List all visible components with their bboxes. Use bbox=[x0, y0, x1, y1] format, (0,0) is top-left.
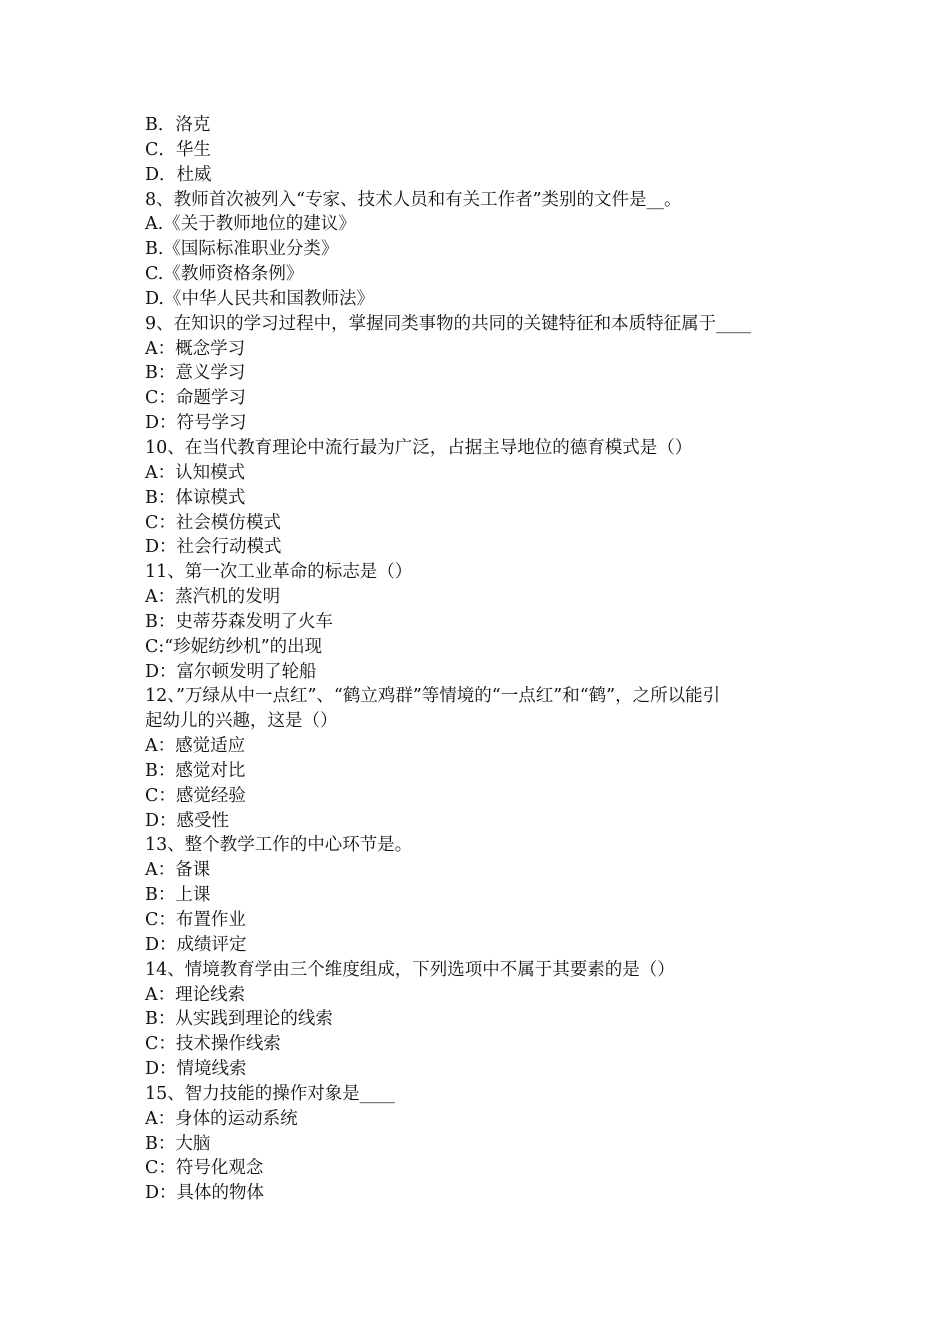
option-b-q9: B：意义学习 bbox=[145, 363, 246, 384]
option-a-q14: A：理论线索 bbox=[145, 984, 246, 1005]
option-a-q13: A：备课 bbox=[145, 860, 211, 881]
option-c-q14: C：技术操作线索 bbox=[145, 1034, 281, 1055]
option-b-q12: B：感觉对比 bbox=[145, 760, 246, 781]
option-c-q8: C.《教师资格条例》 bbox=[145, 264, 304, 285]
option-a-q8: A.《关于教师地位的建议》 bbox=[145, 214, 356, 235]
option-a-q12: A：感觉适应 bbox=[145, 736, 246, 757]
option-c-q7: C．华生 bbox=[145, 139, 211, 160]
option-a-q10: A：认知模式 bbox=[145, 462, 246, 483]
option-d-q11: D：富尔顿发明了轮船 bbox=[145, 661, 317, 682]
option-b-q8: B.《国际标准职业分类》 bbox=[145, 239, 339, 260]
option-d-q15: D：具体的物体 bbox=[145, 1183, 265, 1204]
question-15: 15、智力技能的操作对象是____ bbox=[145, 1083, 395, 1104]
option-d-q9: D：符号学习 bbox=[145, 413, 247, 434]
option-d-q8: D.《中华人民共和国教师法》 bbox=[145, 288, 374, 309]
option-c-q11: C:“珍妮纺纱机”的出现 bbox=[145, 636, 323, 657]
option-b-q7: B．洛克 bbox=[145, 115, 211, 135]
option-c-q10: C：社会模仿模式 bbox=[145, 512, 281, 533]
option-a-q9: A：概念学习 bbox=[145, 338, 246, 359]
question-12-line-2: 起幼儿的兴趣，这是（） bbox=[145, 711, 338, 732]
question-10: 10、在当代教育理论中流行最为广泛，占据主导地位的德育模式是（） bbox=[145, 437, 693, 458]
option-d-q7: D．杜威 bbox=[145, 164, 212, 185]
question-11: 11、第一次工业革命的标志是（） bbox=[145, 562, 413, 583]
question-13: 13、整个教学工作的中心环节是。 bbox=[145, 835, 413, 856]
question-9: 9、在知识的学习过程中，掌握同类事物的共同的关键特征和本质特征属于____ bbox=[145, 313, 752, 334]
option-c-q13: C：布置作业 bbox=[145, 910, 246, 930]
option-d-q13: D：成绩评定 bbox=[145, 934, 247, 955]
option-b-q13: B：上课 bbox=[145, 885, 211, 906]
question-8: 8、教师首次被列入“专家、技术人员和有关工作者”类别的文件是__。 bbox=[145, 189, 682, 210]
question-14: 14、情境教育学由三个维度组成，下列选项中不属于其要素的是（） bbox=[145, 959, 675, 980]
option-b-q10: B：体谅模式 bbox=[145, 487, 246, 508]
option-b-q14: B：从实践到理论的线索 bbox=[145, 1009, 333, 1030]
option-d-q12: D：感受性 bbox=[145, 810, 230, 831]
option-b-q15: B：大脑 bbox=[145, 1133, 211, 1154]
option-a-q15: A：身体的运动系统 bbox=[145, 1108, 298, 1129]
option-b-q11: B：史蒂芬森发明了火车 bbox=[145, 611, 333, 632]
option-c-q12: C：感觉经验 bbox=[145, 785, 246, 806]
option-d-q14: D：情境线索 bbox=[145, 1059, 247, 1080]
question-12-line-1: 12、”万绿从中一点红”、“鹤立鸡群”等情境的“一点红”和“鹤”，之所以能引 bbox=[145, 686, 721, 707]
option-d-q10: D：社会行动模式 bbox=[145, 537, 282, 558]
document-page bbox=[145, 113, 815, 1206]
option-a-q11: A：蒸汽机的发明 bbox=[145, 587, 281, 608]
option-c-q15: C：符号化观念 bbox=[145, 1158, 264, 1179]
option-c-q9: C：命题学习 bbox=[145, 388, 246, 409]
